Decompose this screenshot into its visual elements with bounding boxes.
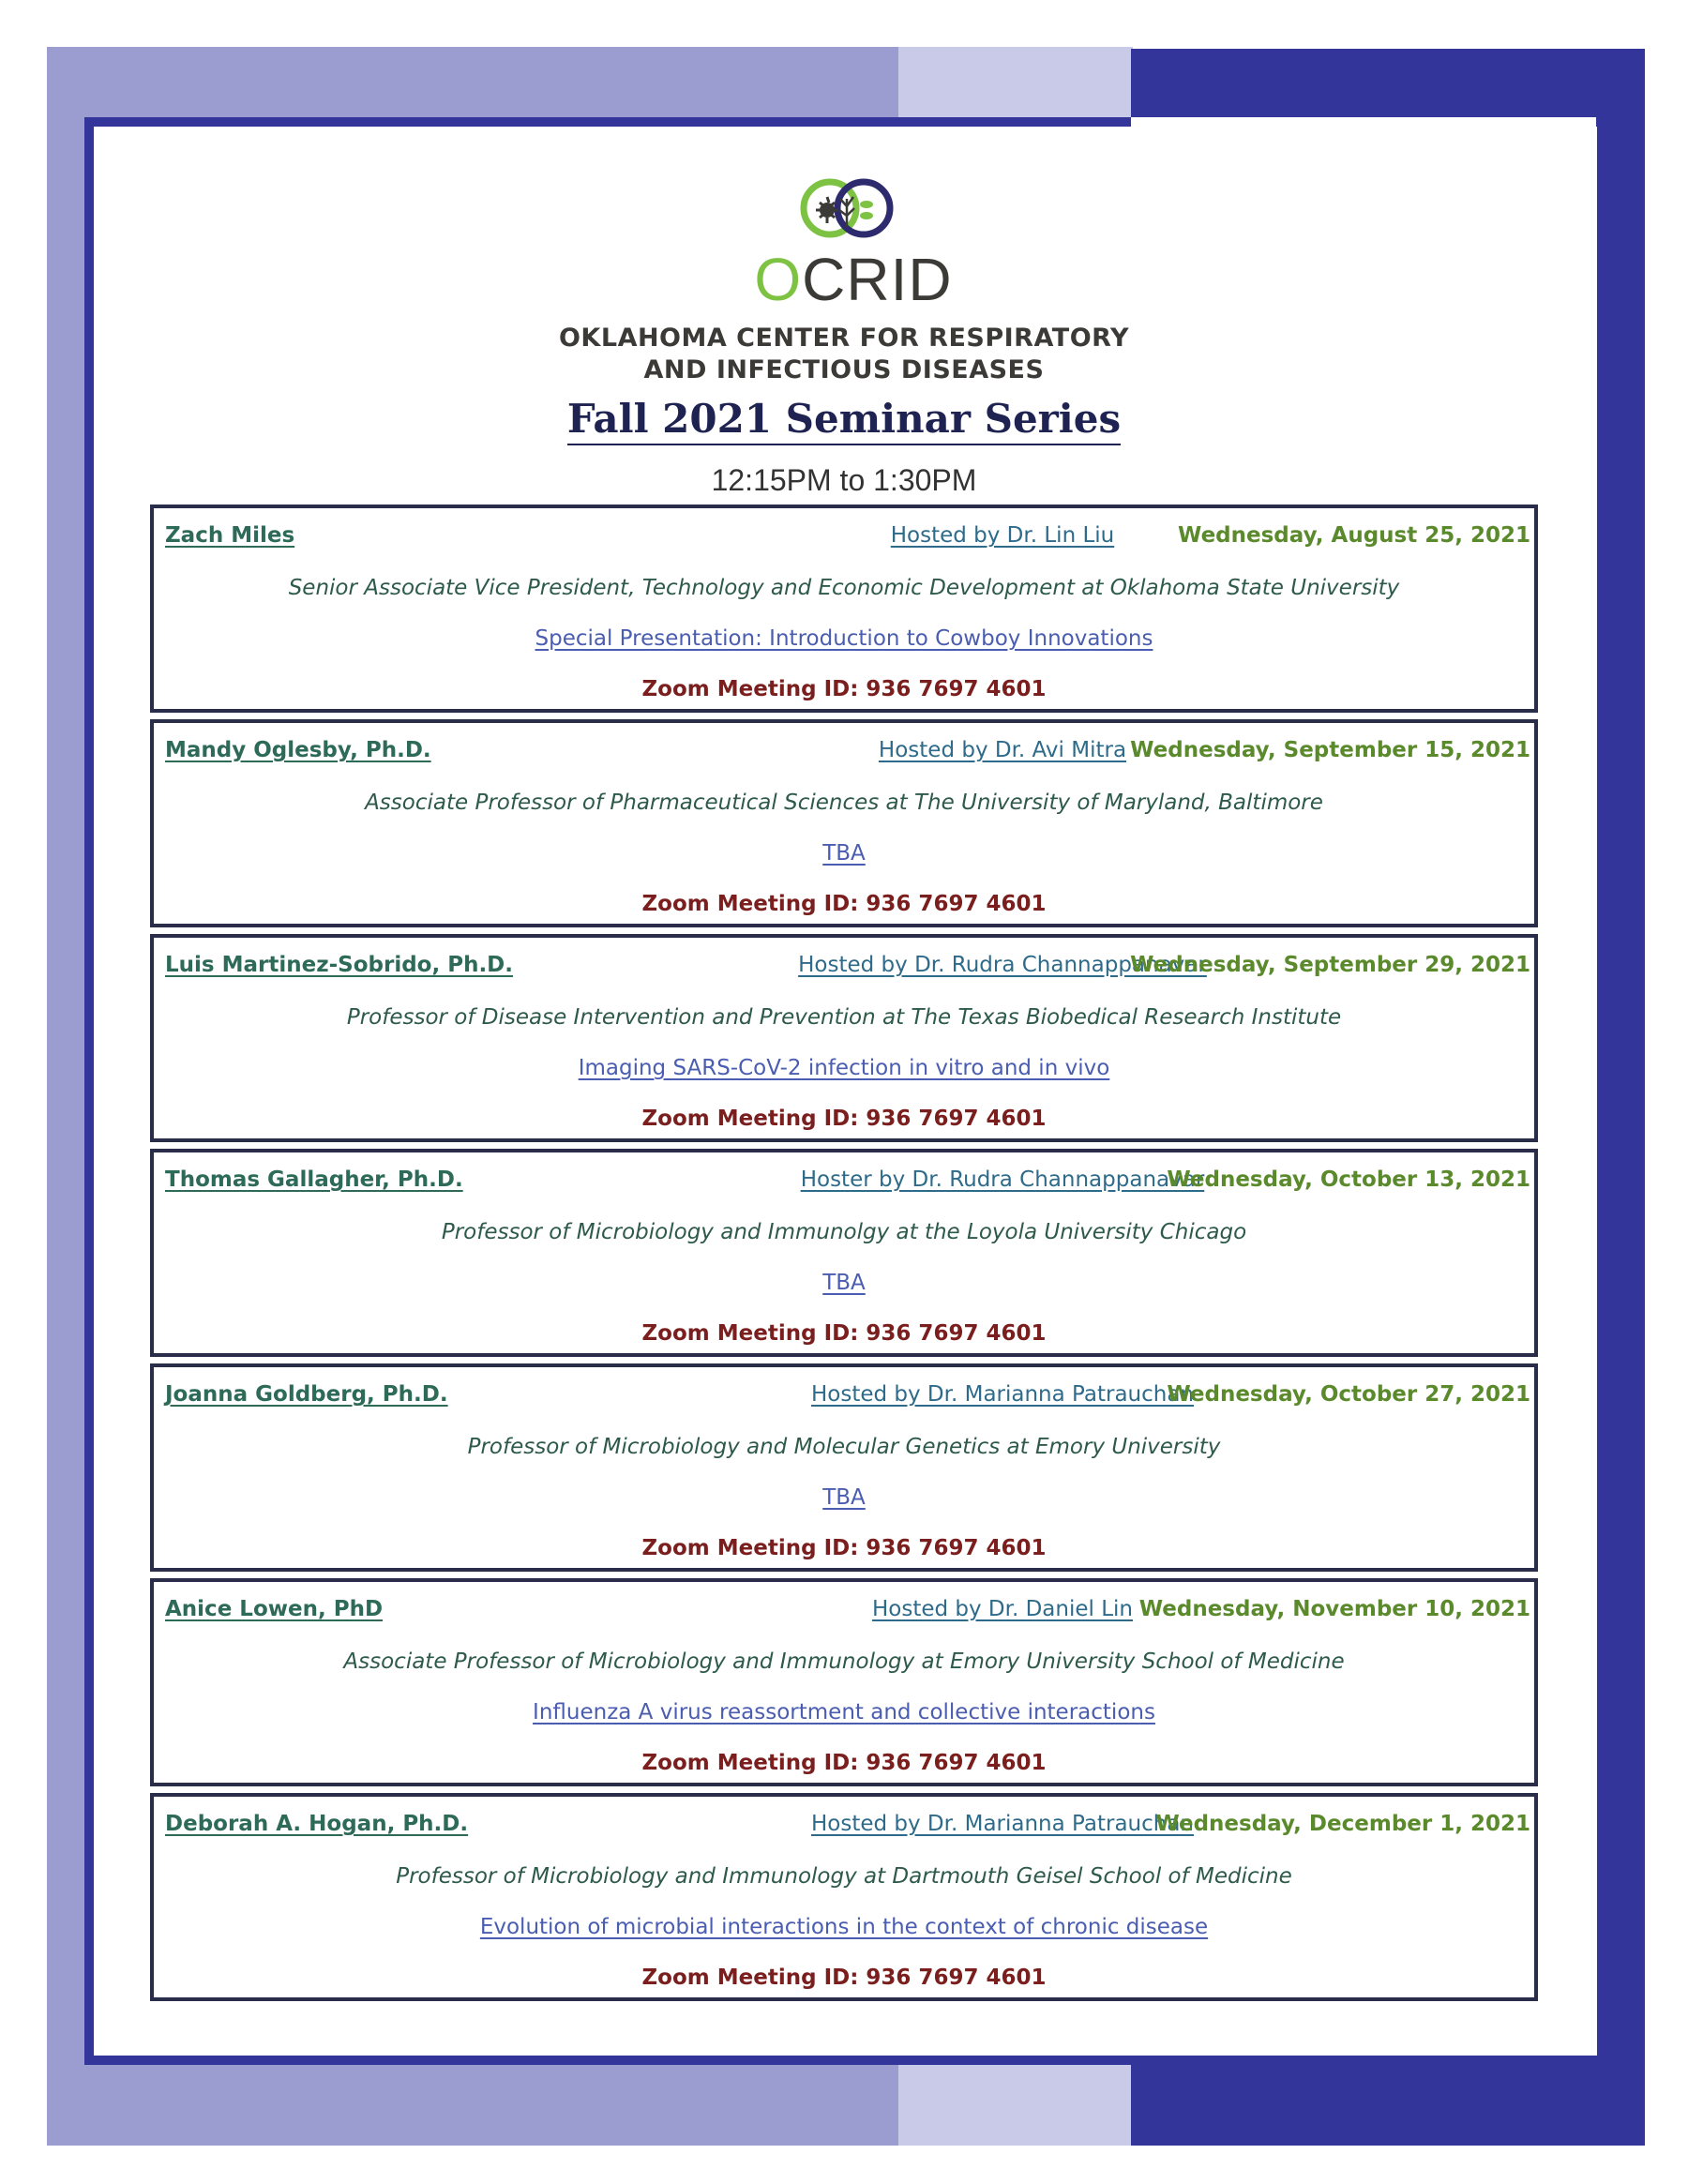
speaker-name[interactable]: Zach Miles <box>165 523 295 548</box>
host-link[interactable]: Hosted by Dr. Marianna Patrauchan <box>810 1382 1195 1407</box>
org-name-line2: AND INFECTIOUS DISEASES <box>643 355 1045 384</box>
speaker-name[interactable]: Anice Lowen, PhD <box>165 1597 384 1621</box>
host-link[interactable]: Hosted by Dr. Marianna Patrauchan <box>810 1812 1195 1836</box>
seminar-date: Wednesday, October 27, 2021 <box>1167 1382 1530 1407</box>
host-link[interactable]: Hoster by Dr. Rudra Channappanavar <box>800 1167 1205 1192</box>
zoom-meeting-id: Zoom Meeting ID: 936 7697 4601 <box>641 1966 1047 1990</box>
talk-title-link[interactable]: Evolution of microbial interactions in the context of chronic disease <box>479 1915 1209 1939</box>
frame-band-bottom-dark <box>1131 2056 1645 2146</box>
host-link[interactable]: Hosted by Dr. Avi Mitra <box>878 738 1127 762</box>
seminar-entry-4 <box>150 1149 1538 1357</box>
seminar-entry-2 <box>150 719 1538 927</box>
host-link[interactable]: Hosted by Dr. Lin Liu <box>890 523 1115 548</box>
seminar-entry-6 <box>150 1578 1538 1786</box>
frame-band-bottom-pale <box>898 2063 1133 2146</box>
seminar-entry-1 <box>150 505 1538 713</box>
speaker-position: Professor of Microbiology and Molecular Genetics at Emory University <box>467 1435 1221 1459</box>
talk-title-link[interactable]: Influenza A virus reassortment and collective interactions <box>533 1700 1155 1725</box>
seminar-date: Wednesday, December 1, 2021 <box>1155 1812 1530 1836</box>
host-link[interactable]: Hosted by Dr. Rudra Channappanavar <box>798 953 1207 977</box>
speaker-name[interactable]: Thomas Gallagher, Ph.D. <box>165 1167 463 1192</box>
zoom-meeting-id: Zoom Meeting ID: 936 7697 4601 <box>641 1321 1047 1346</box>
seminar-date: Wednesday, November 10, 2021 <box>1138 1597 1530 1621</box>
org-name-line1: OKLAHOMA CENTER FOR RESPIRATORY <box>558 324 1130 353</box>
seminar-date: Wednesday, August 25, 2021 <box>1178 523 1530 548</box>
logo-letters-crid: CRID <box>802 246 953 313</box>
seminar-entry-3 <box>150 934 1538 1142</box>
ocrid-logo-rings-icon <box>750 174 957 249</box>
seminar-entry-7 <box>150 1793 1538 2001</box>
speaker-position: Professor of Microbiology and Immunology at Dartmouth Geisel School of Medicine <box>396 1864 1292 1889</box>
speaker-name[interactable]: Deborah A. Hogan, Ph.D. <box>165 1812 469 1836</box>
frame-band-top-light <box>47 47 900 122</box>
talk-title-link[interactable]: TBA <box>822 841 866 866</box>
speaker-name[interactable]: Mandy Oglesby, Ph.D. <box>165 738 431 762</box>
talk-title-link[interactable]: Special Presentation: Introduction to Cowboy Innovations <box>535 626 1153 651</box>
zoom-meeting-id: Zoom Meeting ID: 936 7697 4601 <box>641 677 1047 701</box>
talk-title-link[interactable]: TBA <box>822 1271 866 1295</box>
seminar-time: 12:15PM to 1:30PM <box>711 463 977 497</box>
speaker-position: Associate Professor of Microbiology and Immunology at Emory University School of Medicine <box>343 1649 1345 1674</box>
zoom-meeting-id: Zoom Meeting ID: 936 7697 4601 <box>641 1107 1047 1131</box>
talk-title-link[interactable]: TBA <box>822 1485 866 1510</box>
frame-band-bottom-light <box>47 2063 900 2146</box>
speaker-position: Associate Professor of Pharmaceutical Sciences at The University of Maryland, Baltimore <box>365 791 1323 815</box>
seminar-list <box>150 505 1538 2008</box>
seminar-date: Wednesday, October 13, 2021 <box>1167 1167 1530 1192</box>
host-link[interactable]: Hosted by Dr. Daniel Lin <box>871 1597 1134 1621</box>
logo-wordmark <box>750 246 957 313</box>
page-title <box>0 396 1688 442</box>
page-title-text: Fall 2021 Seminar Series <box>567 396 1121 445</box>
seminar-entry-5 <box>150 1363 1538 1572</box>
speaker-position: Professor of Microbiology and Immunolgy at the Loyola University Chicago <box>441 1220 1247 1244</box>
zoom-meeting-id: Zoom Meeting ID: 936 7697 4601 <box>641 892 1047 916</box>
speaker-name[interactable]: Joanna Goldberg, Ph.D. <box>165 1382 448 1407</box>
speaker-position: Senior Associate Vice President, Technology and Economic Development at Oklahoma State University <box>288 576 1400 600</box>
ocrid-logo <box>750 174 957 313</box>
speaker-position: Professor of Disease Intervention and Prevention at The Texas Biobedical Research Institute <box>346 1005 1342 1030</box>
talk-title-link[interactable]: Imaging SARS-CoV-2 infection in vitro and in vivo <box>578 1056 1110 1080</box>
zoom-meeting-id: Zoom Meeting ID: 936 7697 4601 <box>641 1751 1047 1775</box>
frame-inner-cutout <box>1131 117 1596 131</box>
seminar-date: Wednesday, September 29, 2021 <box>1130 953 1530 977</box>
zoom-meeting-id: Zoom Meeting ID: 936 7697 4601 <box>641 1536 1047 1560</box>
logo-letter-o: O <box>754 246 803 313</box>
frame-band-top-pale <box>898 47 1133 122</box>
seminar-date: Wednesday, September 15, 2021 <box>1130 738 1530 762</box>
speaker-name[interactable]: Luis Martinez-Sobrido, Ph.D. <box>165 953 514 977</box>
